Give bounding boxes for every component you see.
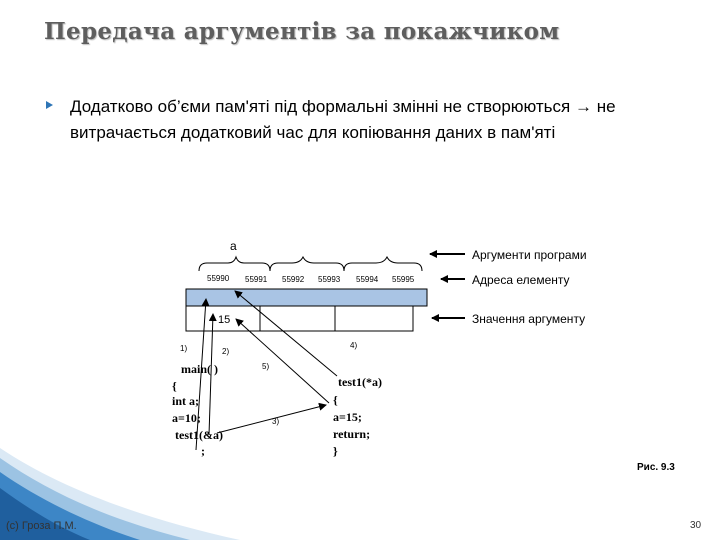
slide-title: Передача аргументів за покажчиком (44, 18, 560, 45)
main-code-5: ; (201, 444, 205, 458)
bullet-text: Додатково об’єми пам'яті під формальні змінні не створюються → не витрачається додатковий час для копіювання даних в пам'яті (70, 97, 616, 142)
test-code-0: test1(*a) (338, 375, 382, 389)
cell-value: 15 (218, 314, 231, 326)
test-code-1: { (333, 393, 338, 407)
step-4: 4) (350, 341, 358, 350)
test-code-2: a=15; (333, 410, 362, 424)
page-number: 30 (690, 520, 702, 531)
brace-middle (270, 257, 344, 271)
test-code-4: } (333, 444, 338, 458)
address-4: 55994 (356, 275, 379, 284)
step-3: 3) (272, 417, 280, 426)
step-5: 5) (262, 362, 270, 371)
step-1: 1) (180, 344, 188, 353)
brace-right (344, 257, 422, 271)
legend-address: Адреса елементу (472, 273, 570, 287)
footer-author: (c) Гроза П.М. (6, 520, 77, 532)
arrow-step-3 (217, 405, 326, 433)
brace-left (199, 257, 270, 271)
main-code-1: { (172, 379, 177, 393)
test-code-3: return; (333, 427, 371, 441)
main-code-0: main( ) (181, 362, 218, 376)
legend-args: Аргументи програми (472, 248, 587, 262)
main-code-4: test1(&a) (172, 428, 223, 442)
address-1: 55991 (245, 275, 268, 284)
legend-value: Значення аргументу (472, 312, 586, 326)
address-3: 55993 (318, 275, 341, 284)
variable-name: a (230, 239, 237, 253)
memory-cell-pointed (186, 289, 427, 306)
step-2: 2) (222, 347, 230, 356)
figure-caption: Рис. 9.3 (637, 462, 675, 473)
address-0: 55990 (207, 274, 230, 283)
main-code-3: a=10; (172, 411, 201, 425)
address-5: 55995 (392, 275, 415, 284)
arrow-step-5 (236, 319, 329, 403)
address-2: 55992 (282, 275, 305, 284)
main-code-2: int a; (172, 394, 199, 408)
